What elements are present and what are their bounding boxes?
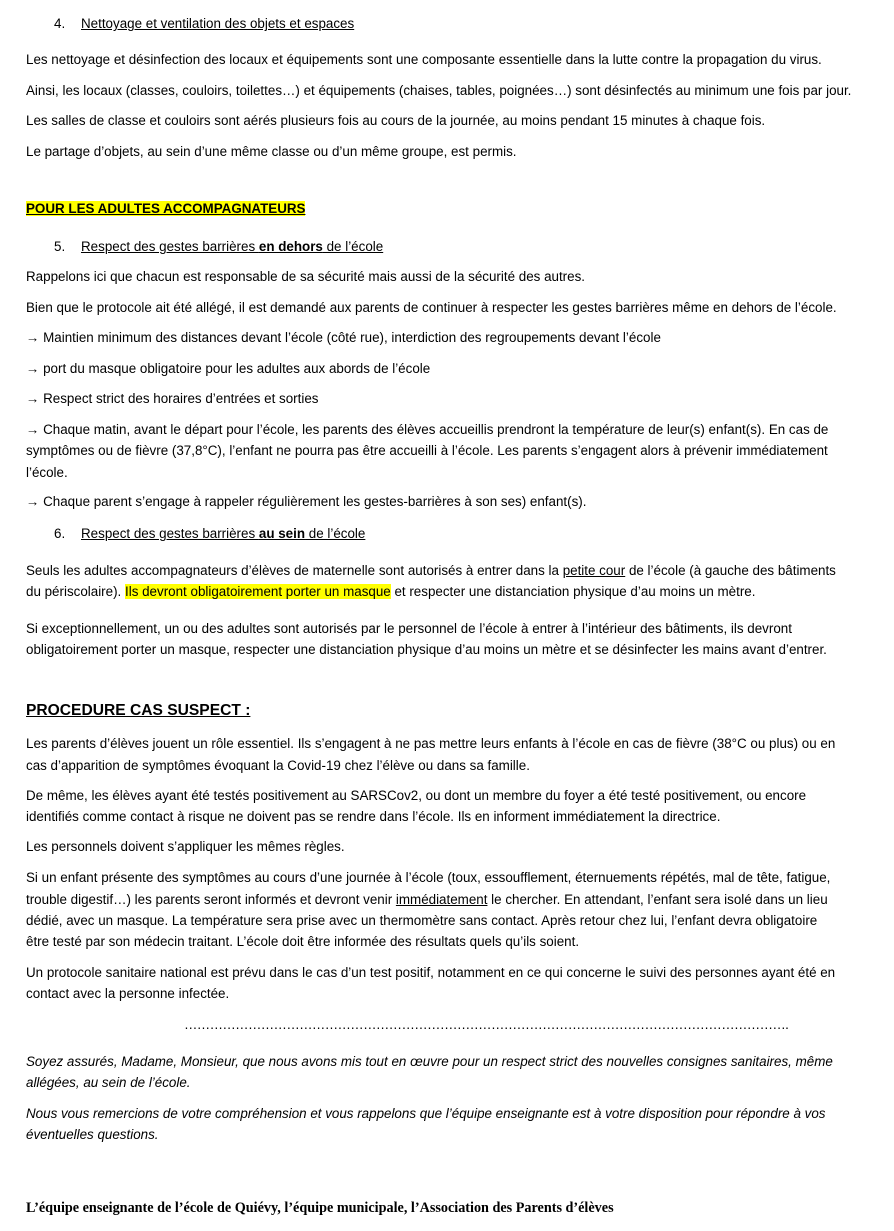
paragraph-line: contact avec la personne infectée. — [26, 986, 230, 1001]
paragraph-line: Un protocole sanitaire national est prévu dans le cas d’un test positif, notamment en ce qui concerne le suivi des personnes ayant été en — [26, 965, 836, 980]
section-4-title: Nettoyage et ventilation des objets et espaces — [81, 16, 355, 31]
paragraph-line: De même, les élèves ayant été testés positivement au SARSCov2, ou dont un membre du foyer a été testé positivement, ou encore — [26, 788, 807, 803]
bullet-line: l’école. — [26, 465, 68, 480]
paragraph-line: dédié, avec un masque. La température sera prise avec un thermomètre sans contact. Après retour chez lui, l’enfant devra obligatoire — [26, 913, 818, 928]
section-4-number: 4. — [54, 16, 66, 31]
bullet-line: → port du masque obligatoire pour les adultes aux abords de l’école — [26, 361, 431, 376]
bullet-line: → Maintien minimum des distances devant l’école (côté rue), interdiction des regroupements devant l’école — [26, 330, 661, 345]
paragraph-line: Les parents d’élèves jouent un rôle essentiel. Ils s’engagent à ne pas mettre leurs enfants à l’école en cas de fièvre (38°C ou plus) ou en — [26, 736, 836, 751]
paragraph-line: trouble digestif…) les parents seront informés et devront venir immédiatement le chercher. En attendant, l’enfant sera isolé dans un lieu — [26, 892, 828, 907]
paragraph-line: cas d’apparition de symptômes évoquant la Covid-19 chez l’élève ou dans sa famille. — [26, 758, 530, 773]
paragraph-line: Ainsi, les locaux (classes, couloirs, toilettes…) et équipements (chaises, tables, poignées…) sont désinfectés au minimum une fois par jour. — [26, 83, 852, 98]
section-5-title: Respect des gestes barrières en dehors de l’école — [81, 239, 384, 254]
section-5-number: 5. — [54, 239, 66, 254]
paragraph-line: Bien que le protocole ait été allégé, il est demandé aux parents de continuer à respecter les gestes barrières même en dehors de l’école. — [26, 300, 837, 315]
paragraph-line: Les salles de classe et couloirs sont aérés plusieurs fois au cours de la journée, au moins pendant 15 minutes à chaque fois. — [26, 113, 766, 128]
section-6-title: Respect des gestes barrières au sein de l’école — [81, 526, 366, 541]
bullet-line: → Chaque parent s’engage à rappeler régulièrement les gestes-barrières à son ses) enfant(s). — [26, 494, 587, 509]
paragraph-line: Rappelons ici que chacun est responsable de sa sécurité mais aussi de la sécurité des autres. — [26, 269, 586, 284]
paragraph-line: du périscolaire). Ils devront obligatoirement porter un masque et respecter une distanciation physique d’au moins un mètre. — [26, 584, 756, 599]
bullet-line: → Chaque matin, avant le départ pour l’école, les parents des élèves accueillis prendront la température de leur(s) enfant(s). En cas de — [26, 422, 829, 437]
paragraph-line: obligatoirement porter un masque, respecter une distanciation physique d’au moins un mètre et se désinfecter les mains avant d’entrer. — [26, 642, 827, 657]
paragraph-line: Seuls les adultes accompagnateurs d’élèves de maternelle sont autorisés à entrer dans la petite cour de l’école (à gauche des bâtiments — [26, 563, 836, 578]
paragraph-line: Si exceptionnellement, un ou des adultes sont autorisés par le personnel de l’école à entrer à l’intérieur des bâtiments, ils devront — [26, 621, 792, 636]
paragraph-line: Les nettoyage et désinfection des locaux et équipements sont une composante essentielle dans la lutte contre la propagation du virus. — [26, 52, 822, 67]
procedure-heading: PROCEDURE CAS SUSPECT : — [26, 702, 251, 719]
paragraph-line: Les personnels doivent s’appliquer les mêmes règles. — [26, 839, 345, 854]
paragraph-line: Si un enfant présente des symptômes au cours d’une journée à l’école (toux, essoufflement, éternuements répétés, mal de tête, fatigue, — [26, 870, 831, 885]
dotted-separator: ……………………………………………………………………………………………………………………………. — [184, 1017, 789, 1032]
closing-line: allégées, au sein de l’école. — [26, 1075, 191, 1090]
closing-line: Nous vous remercions de votre compréhension et vous rappelons que l’équipe enseignante est à votre disposition pour répondre à vos — [26, 1106, 826, 1121]
paragraph-line: identifiés comme contact à risque ne doivent pas se rendre dans l’école. Ils en informent immédiatement la directrice. — [26, 809, 721, 824]
section-6-number: 6. — [54, 526, 66, 541]
paragraph-line: être testé par son médecin traitant. L’école doit être informée des résultats quels qu’ils soient. — [26, 934, 580, 949]
paragraph-line: Le partage d’objets, au sein d’une même classe ou d’un même groupe, est permis. — [26, 144, 517, 159]
closing-line: Soyez assurés, Madame, Monsieur, que nous avons mis tout en œuvre pour un respect strict des nouvelles consignes sanitaires, même — [26, 1054, 833, 1069]
signature: L’équipe enseignante de l’école de Quiévy, l’équipe municipale, l’Association des Parents d’élèves — [26, 1200, 614, 1216]
adults-section-heading: POUR LES ADULTES ACCOMPAGNATEURS — [26, 201, 306, 216]
bullet-line: → Respect strict des horaires d’entrées et sorties — [26, 391, 319, 406]
closing-line: éventuelles questions. — [26, 1127, 159, 1142]
bullet-line: symptômes ou de fièvre (37,8°C), l’enfant ne pourra pas être accueilli à l’école. Les parents s’engagent alors à prévenir immédiatement — [26, 443, 828, 458]
